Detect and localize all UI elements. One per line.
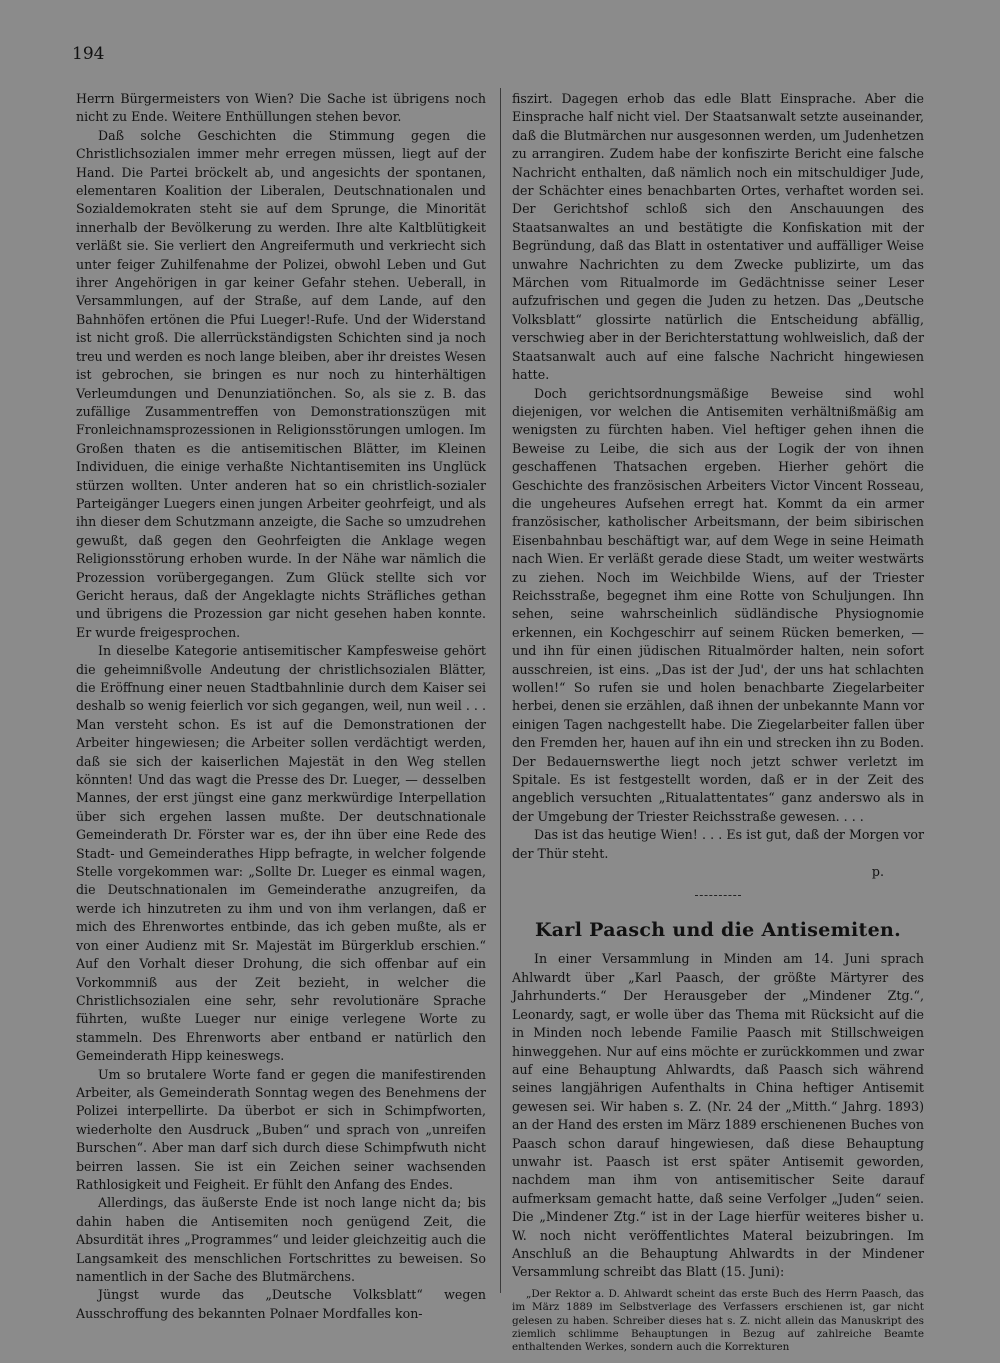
paragraph: Allerdings, das äußerste Ende ist noch lange nicht da; bis dahin haben die Antisemiten noch genügend Zeit, die Absurdität ihres „Programmes“ und leider gleichzeitig auch die Langsamkeit des menschlichen Fortschrittes zu beweisen. So namentlich in der Sache des Blutmärchens. [76, 1195, 486, 1284]
paragraph: Jüngst wurde das „Deutsche Volksblatt“ wegen Ausschroffung des bekannten Polnaer Mordfalles kon- [76, 1287, 486, 1321]
paragraph: Um so brutalere Worte fand er gegen die manifestirenden Arbeiter, als Gemeinderath Sonntag wegen des Benehmens der Polizei interpellirte. Da überbot er sich in Schimpfworten, wiederholte den Ausdruck „Buben“ und sprach von „unreifen Burschen“. Aber man darf sich durch diese Schimpfwuth nicht beirren lassen. Sie ist ein Zeichen seiner wachsenden Rathlosigkeit und Feigheit. Er fühlt den Anfang des Endes. [76, 1066, 486, 1192]
paragraph: fiszirt. Dagegen erhob das edle Blatt Einsprache. Aber die Einsprache half nicht viel. Der Staatsanwalt setzte auseinander, daß die Blutmärchen nur ausgesonnen werden, um Judenhetzen zu arrangiren. Zudem habe der konfiszirte Bericht eine falsche Nachricht enthalten, daß nämlich noch ein mitschuldiger Jude, der Schächter eines benachbarten Ortes, verhaftet worden sei. Der Gerichtshof schloß sich den Anschauungen des Staatsanwaltes an und bestätigte die Konfiskation mit der Begründung, daß das Blatt in ostentativer und auffälliger Weise unwahre Nachrichten zu dem Zwecke publizirte, um das Märchen vom Ritualmorde im Gedächtnisse seiner Leser aufzufrischen und gegen die Juden zu hetzen. Das „Deutsche Volksblatt“ glossirte natürlich die Entscheidung abfällig, verschwieg aber in der Berichterstattung wohlweislich, daß der Staatsanwalt auch auf eine falsche Nachricht hingewiesen hatte. [512, 91, 924, 383]
block-quote [512, 1288, 924, 1355]
paragraph: Daß solche Geschichten die Stimmung gegen die Christlichsozialen immer mehr erregen müssen, liegt auf der Hand. Die Partei bröckelt ab, und angesichts der spontanen, elementaren Koalition der Liberalen, Deutschnationalen und Sozialdemokraten steht sie auf dem Sprunge, die Minorität innerhalb der Bevölkerung zu werden. Ihre alte Kaltblütigkeit verläßt sie. Sie verliert den Angreifermuth und verkriecht sich unter feiger Zuhilfenahme der Polizei, obwohl Leben und Gut ihrer Angehörigen in gar keiner Gefahr stehen. Ueberall, in Versammlungen, auf der Straße, auf dem Lande, auf den Bahnhöfen ertönen die Pfui Lueger!-Rufe. Und der Widerstand ist nicht groß. Die allerrückständigsten Schichten sind ja noch treu und werden es noch lange bleiben, aber ihr dreistes Wesen ist gebrochen, sie bringen es nur noch zu hinterhältigen Verleumdungen und Denunziatiönchen. So, als sie z. B. das zufällige Zusammentreffen von Demonstrationszügen mit Fronleichnamsprozessionen in Religionsstörungen umlogen. Im Großen thaten es die antisemitischen Blätter, im Kleinen Individuen, die einige verhaßte Nichtantisemiten ins Unglück stürzen wollten. Unter anderen hat so ein christlich-sozialer Parteigänger Luegers einen jungen Arbeiter geohrfeigt, und als ihn dieser dem Schutzmann anzeigte, die Sache so umzudrehen gewußt, daß gegen den Geohrfeigten die Anklage wegen Religionsstörung erhoben wurde. In der Nähe war nämlich die Prozession vorübergegangen. Zum Glück stellte sich vor Gericht heraus, daß der Angeklagte nichts Sträfliches gethan und übrigens die Prozession gar nicht gesehen haben konnte. Er wurde freigesprochen. [76, 127, 486, 640]
column-divider-rule [500, 88, 501, 1293]
paragraph: Herrn Bürgermeisters von Wien? Die Sache ist übrigens noch nicht zu Ende. Weitere Enthüllungen stehen bevor. [76, 91, 486, 125]
quote-text: „Der Rektor a. D. Ahlwardt scheint das erste Buch des Herrn Paasch, das im März 1889 im Selbstverlage des Verfassers erschienen ist, gar nicht gelesen zu haben. Schreiber dieses hat s. Z. nicht allein das Manuskript des ziemlich schlimme Behauptungen in Bezug auf zahlreiche Beamte enthaltenden Werkes, sondern auch die Korrekturen [512, 1287, 924, 1354]
article-heading: Karl Paasch und die Antisemiten. [534, 919, 902, 942]
paragraph: Das ist das heutige Wien! . . . Es ist gut, daß der Morgen vor der Thür steht. [512, 827, 924, 861]
paragraph: In einer Versammlung in Minden am 14. Juni sprach Ahlwardt über „Karl Paasch, der größte Märtyrer des Jahrhunderts.“ Der Herausgeber der „Mindener Ztg.“, Leonardy, sagt, er wolle über das Thema mit Rücksicht auf die in Minden noch lebende Familie Paasch mit Stillschweigen hinweggehen. Nur auf eins möchte er zurückkommen und zwar auf eine Behauptung Ahlwardts, daß Paasch sich während seines langjährigen Aufenthalts in China heftiger Antisemit gewesen sei. Wir haben s. Z. (Nr. 24 der „Mitth.“ Jahrg. 1893) an der Hand des ersten im März 1889 erschienenen Buches von Paasch schon darauf hingewiesen, daß diese Behauptung unwahr ist. Paasch ist erst später Antisemit geworden, nachdem man ihm von antisemitischer Seite darauf aufmerksam gemacht hatte, daß seine Verfolger „Juden“ seien. Die „Mindener Ztg.“ ist in der Lage hierfür weiteres bisher u. W. noch nicht veröffentlichtes Materal beizubringen. Im Anschluß an die Behauptung Ahlwardts in der Mindener Versammlung schreibt das Blatt (15. Juni): [512, 951, 924, 1280]
left-column [76, 90, 486, 1321]
paragraph: In dieselbe Kategorie antisemitischer Kampfesweise gehört die geheimnißvolle Andeutung der christlichsozialen Blätter, die Eröffnung einer neuen Stadtbahnlinie durch dem Kaiser sei deshalb so wenig feierlich vor sich gegangen, weil, nun weil . . . Man versteht schon. Es ist auf die Demonstrationen der Arbeiter hingewiesen; die Arbeiter sollen verdächtigt werden, daß sie sich der kaiserlichen Majestät in den Weg stellen könnten! Und das wagt die Presse des Dr. Lueger, — desselben Mannes, der erst jüngst eine ganz merkwürdige Interpellation über sich ergehen lassen mußte. Der deutschnationale Gemeinderath Dr. Förster war es, der ihn über eine Rede des Stadt- und Gemeinderathes Hipp befragte, in welcher folgende Stelle vorgekommen war: „Sollte Dr. Lueger es einmal wagen, die Deutschnationalen im Gemeinderathe anzugreifen, da werde ich hinzutreten zu ihm und von ihm verlangen, daß er mich des Ehrenwortes entbinde, das ich geben mußte, als er von einer Audienz mit Sr. Majestät im Bürgerklub erschien.“ Auf den Vorhalt dieser Drohung, die sich offenbar auf ein Vorkommniß aus der Zeit bezieht, in welcher die Christlichsozialen eine sehr, sehr revolutionäre Sprache führten, wußte Lueger nur einige verlegene Worte zu stammeln. Des Ehrenworts aber entband er natürlich den Gemeinderath Hipp keineswegs. [76, 643, 486, 1064]
section-divider [695, 895, 741, 898]
signature: p. [871, 864, 884, 880]
page-number: 194 [72, 44, 105, 64]
right-column [512, 90, 924, 1354]
paragraph: Doch gerichtsordnungsmäßige Beweise sind wohl diejenigen, vor welchen die Antisemiten verhältnißmäßig am wenigsten zu fürchten haben. Viel heftiger gehen ihnen die Beweise zu Leibe, die sich aus der Logik der von ihnen geschaffenen Thatsachen ergeben. Hierher gehört die Geschichte des französischen Arbeiters Victor Vincent Rosseau, die ungeheures Aufsehen erregt hat. Kommt da ein armer französischer, katholischer Arbeitsmann, der beim sibirischen Eisenbahnbau beschäftigt war, auf dem Wege in seine Heimath nach Wien. Er verläßt gerade diese Stadt, um weiter westwärts zu ziehen. Noch im Weichbilde Wiens, auf der Triester Reichsstraße, begegnet ihm eine Rotte von Schuljungen. Ihn sehen, seine wahrscheinlich südländische Physiognomie erkennen, ein Kochgeschirr auf seinem Rücken bemerken, — und ihn für einen jüdischen Ritualmörder halten, nein sofort ausschreien, ist eins. „Das ist der Jud', der uns hat schlachten wollen!“ So rufen sie und holen benachbarte Ziegelarbeiter herbei, denen sie erzählen, daß ihnen der unbekannte Mann vor einigen Tagen nachgestellt habe. Die Ziegelarbeiter fallen über den Fremden her, hauen auf ihn ein und strecken ihn zu Boden. Der Bedauernswerthe liegt noch jetzt schwer verletzt im Spitale. Es ist festgestellt worden, daß er in der Zeit des angeblich versuchten „Ritualattentates“ ganz anderswo als in der Umgebung der Triester Reichsstraße gewesen. . . . [512, 385, 924, 824]
